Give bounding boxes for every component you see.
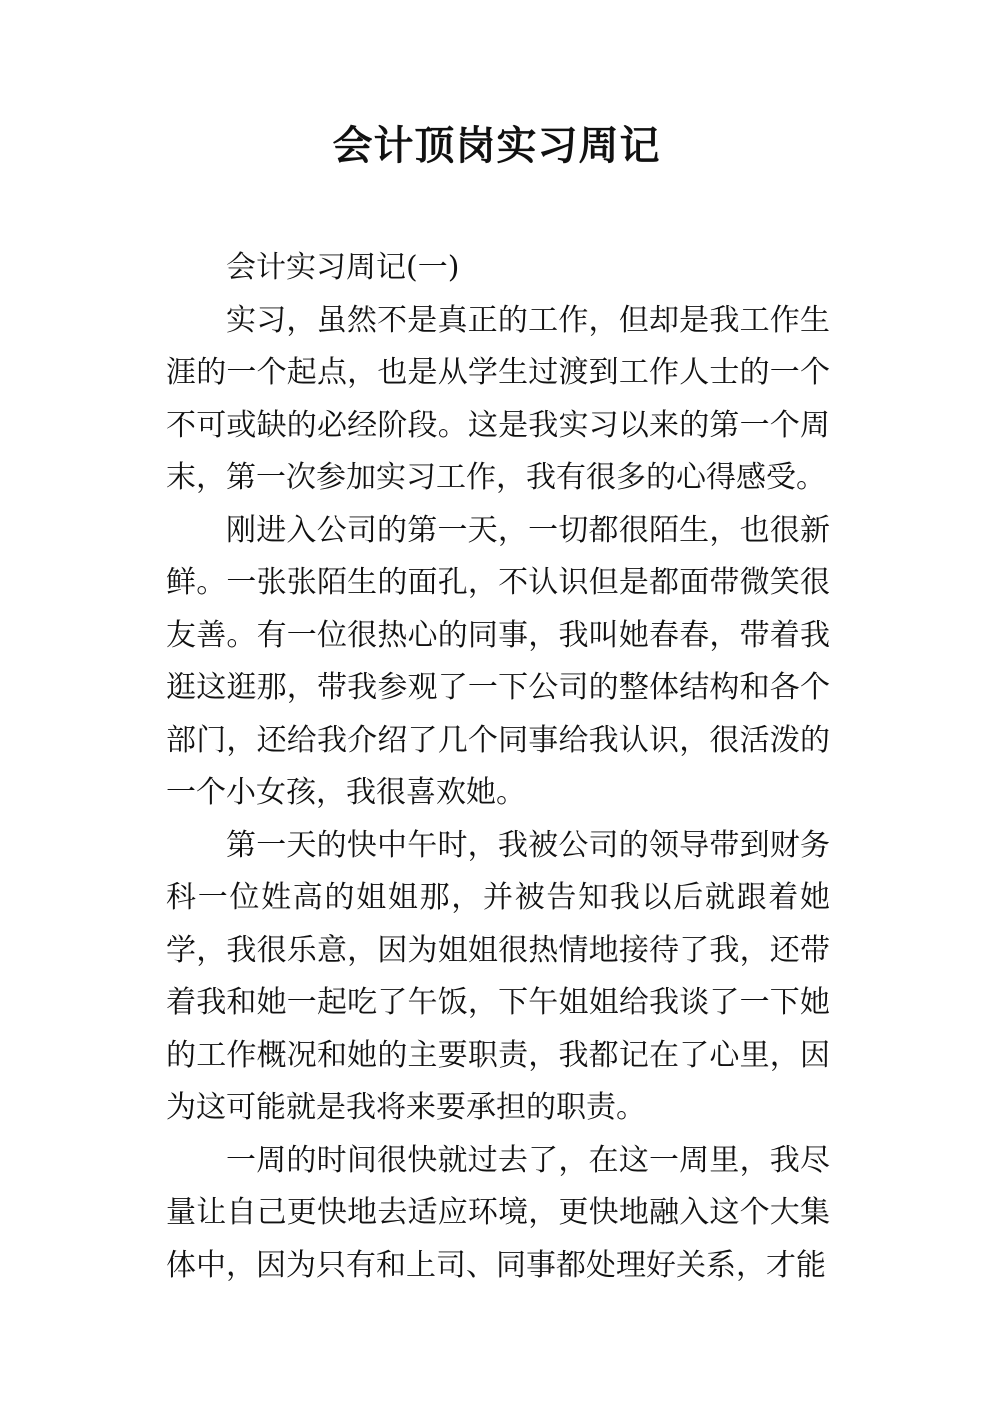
- document-title: 会计顶岗实习周记: [332, 123, 661, 169]
- document-body: [166, 242, 830, 1292]
- paragraph: 刚进入公司的第一天，一切都很陌生，也很新鲜。一张张陌生的面孔，不认识但是都面带微笑很友善。有一位很热心的同事，我叫她春春，带着我逛这逛那，带我参观了一下公司的整体结构和各个部门，还给我介绍了几个同事给我认识，很活泼的一个小女孩，我很喜欢她。: [166, 512, 830, 810]
- paragraph: 一周的时间很快就过去了，在这一周里，我尽量让自己更快地去适应环境，更快地融入这个大集体中，因为只有和上司、同事都处理好关系，才能: [166, 1142, 830, 1283]
- paragraph: 第一天的快中午时，我被公司的领导带到财务科一位姓高的姐姐那，并被告知我以后就跟着她学，我很乐意，因为姐姐很热情地接待了我，还带着我和她一起吃了午饭，下午姐姐给我谈了一下她的工作概况和她的主要职责，我都记在了心里，因为这可能就是我将来要承担的职责。: [166, 827, 830, 1125]
- paragraph-subtitle: 会计实习周记(一): [226, 250, 460, 285]
- paragraph: 实习，虽然不是真正的工作，但却是我工作生涯的一个起点，也是从学生过渡到工作人士的一个不可或缺的必经阶段。这是我实习以来的第一个周末，第一次参加实习工作，我有很多的心得感受。: [166, 302, 830, 495]
